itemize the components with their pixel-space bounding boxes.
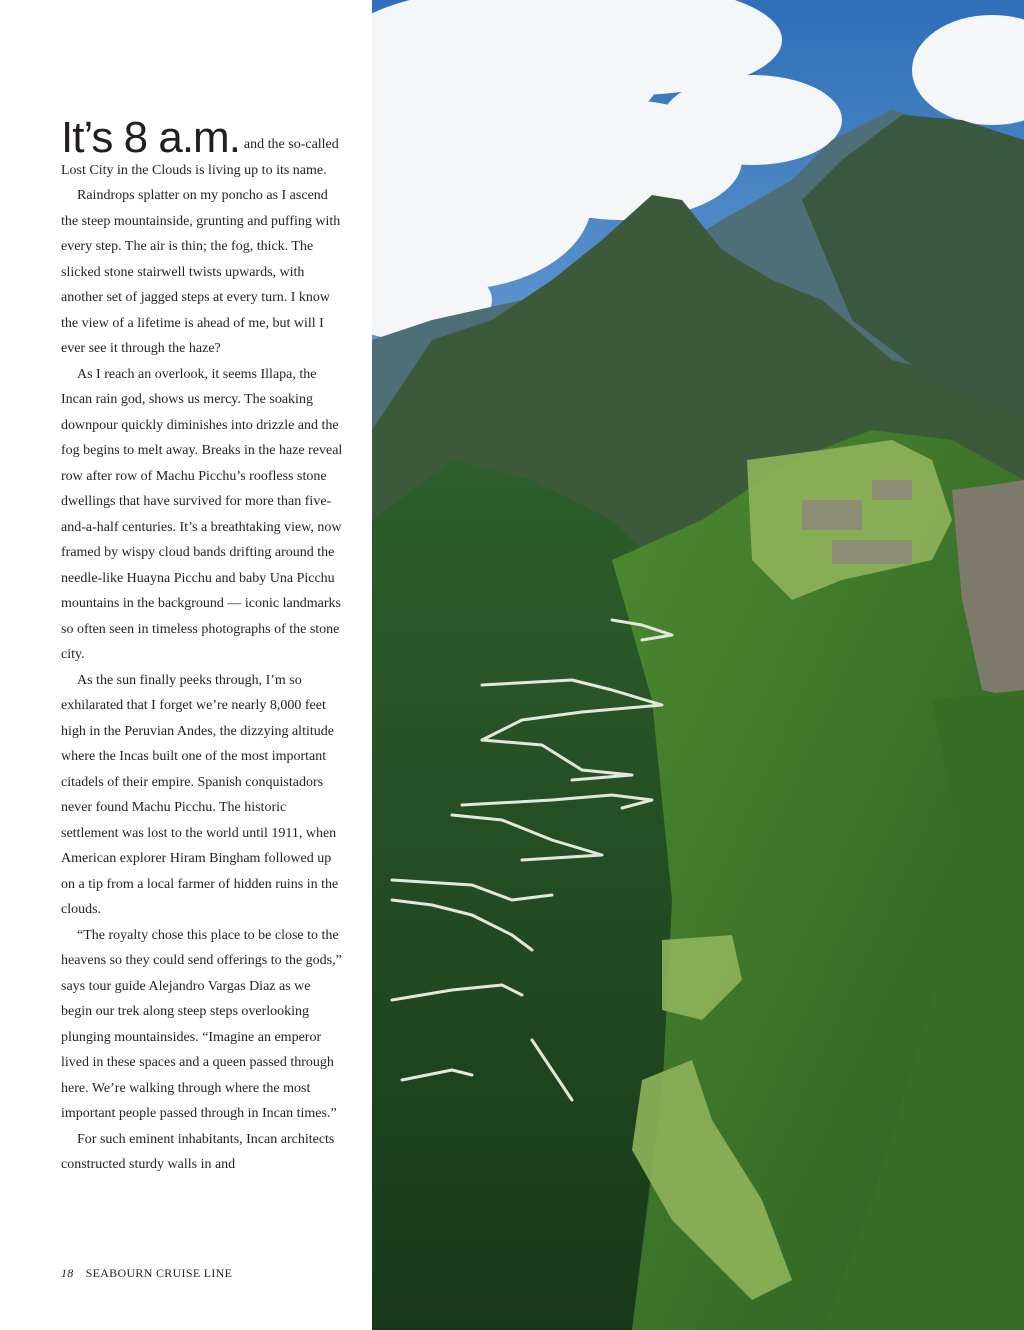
lede-paragraph xyxy=(61,112,343,183)
body-paragraph-1: Raindrops splatter on my poncho as I ascend the steep mountainside, grunting and puffing with every step. The air is thin; the fog, thick. The slicked stone stairwell twists upwards, with another set of jagged steps at every turn. I know the view of a lifetime is ahead of me, but will I ever see it through the haze? xyxy=(61,188,341,356)
page-footer xyxy=(61,1266,232,1281)
machu-picchu-photo xyxy=(372,0,1024,1330)
body-paragraph-2: As I reach an overlook, it seems Illapa, the Incan rain god, shows us mercy. The soaking downpour quickly diminishes into drizzle and the fog begins to melt away. Breaks in the haze reveal row after row of Machu Picchu’s roofless stone dwellings that have survived for more than five-and-a-half centuries. It’s a breathtaking view, now framed by wispy cloud bands drifting around the needle-like Huayna Picchu and baby Una Picchu mountains in the background — iconic landmarks so often seen in timeless photographs of the stone city. xyxy=(61,366,343,662)
page-number: 18 xyxy=(61,1266,74,1280)
body-paragraph-5: For such eminent inhabitants, Incan architects constructed sturdy walls in and xyxy=(61,1131,335,1172)
lede-text: and the so-called Lost City in the Clouds is living up to its name. xyxy=(61,137,339,178)
article-column xyxy=(61,112,343,1178)
body-paragraph-4: “The royalty chose this place to be close to the heavens so they could send offerings to the gods,” says tour guide Alejandro Vargas Diaz as we begin our trek along steep steps overlooking plunging mountainsides. “Imagine an emperor lived in these spaces and a queen passed through here. We’re walking through where the most important people passed through in Incan times.” xyxy=(61,927,342,1121)
lede-headline: It’s 8 a.m. xyxy=(61,113,240,162)
publication-name: SEABOURN CRUISE LINE xyxy=(85,1266,233,1280)
body-paragraph-3: As the sun finally peeks through, I’m so exhilarated that I forget we’re nearly 8,000 feet high in the Peruvian Andes, the dizzying altitude where the Incas built one of the most important citadels of their empire. Spanish conquistadors never found Machu Picchu. The historic settlement was lost to the world until 1911, when American explorer Hiram Bingham followed up on a tip from a local farmer of hidden ruins in the clouds. xyxy=(61,672,339,917)
mountain-photo-icon xyxy=(372,0,1024,1330)
